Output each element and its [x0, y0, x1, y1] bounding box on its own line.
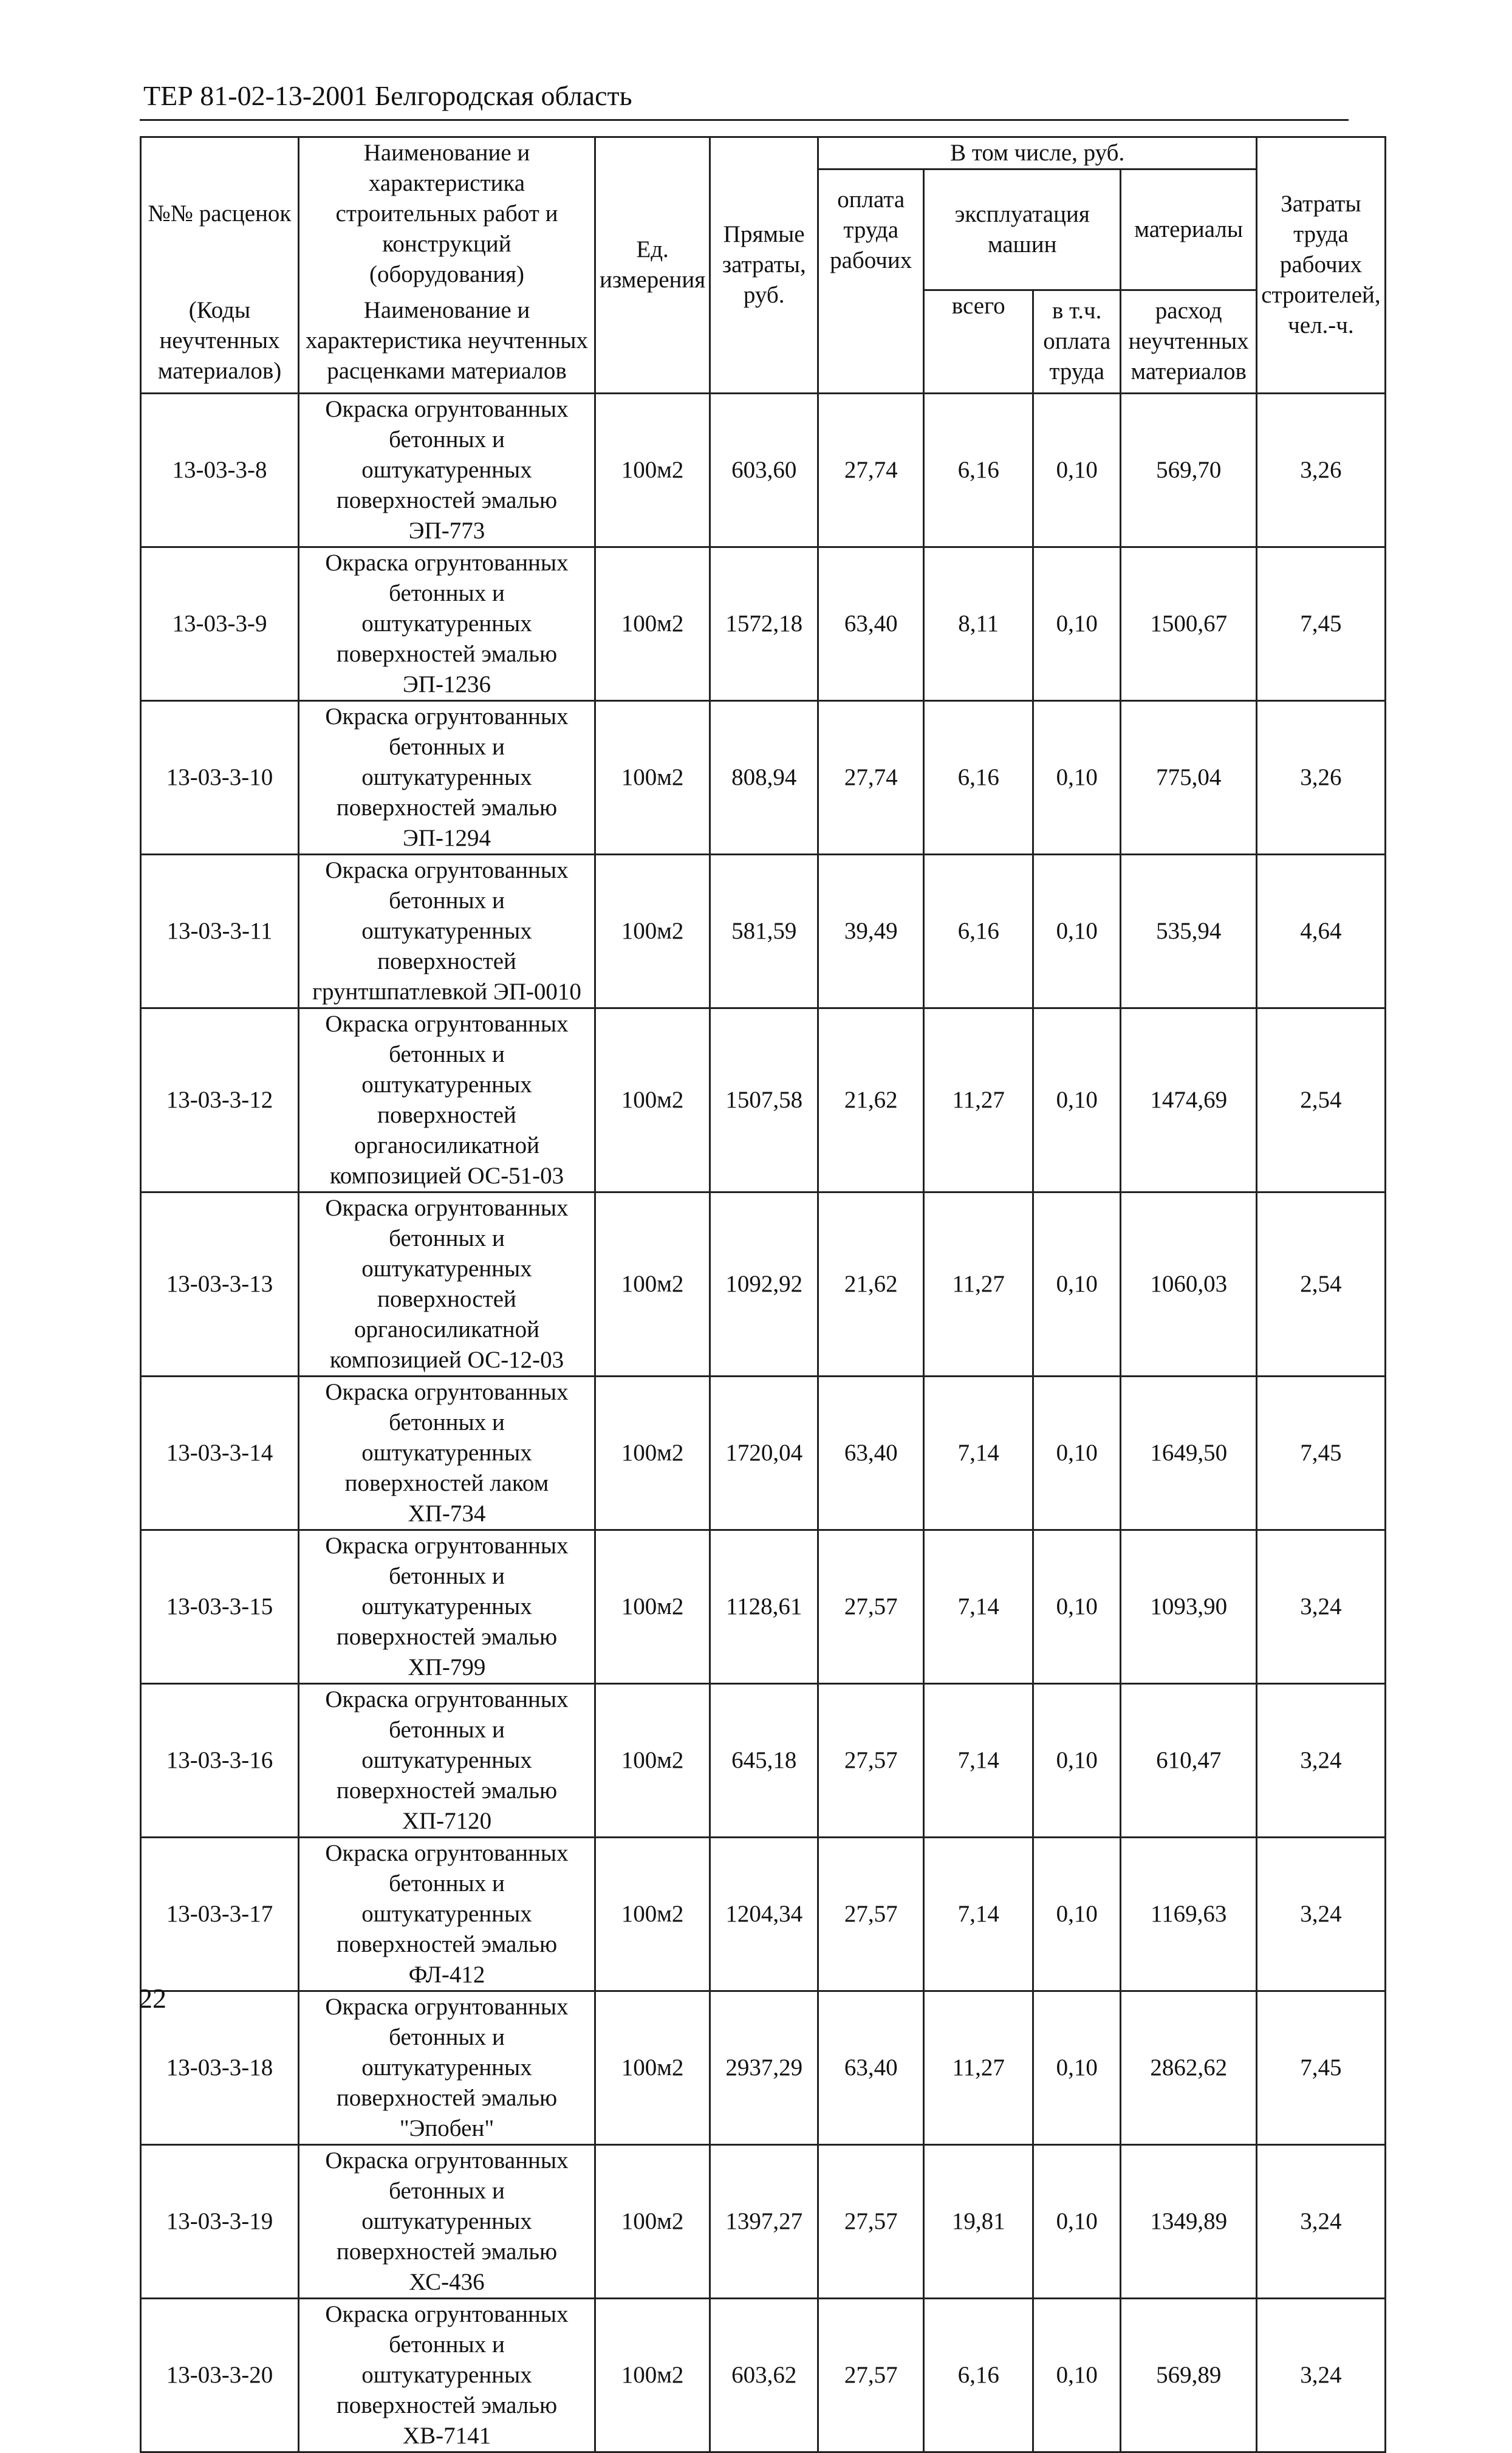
table-row [141, 547, 1386, 700]
work-name: Окраска огрунтованных бетонных и оштукатуренных поверхностей эмалью ЭП-773 [299, 393, 595, 547]
table-row [141, 2298, 1386, 2452]
materials: 535,94 [1121, 854, 1257, 1008]
machines-labor: 0,10 [1033, 2298, 1121, 2452]
labor-hours: 3,26 [1257, 393, 1385, 547]
machines-total: 6,16 [924, 2298, 1033, 2452]
table-row [141, 1530, 1386, 1683]
rate-code: 13-03-3-12 [141, 1008, 299, 1192]
unit: 100м2 [595, 854, 710, 1008]
machines-labor: 0,10 [1033, 1991, 1121, 2144]
labor-pay: 63,40 [818, 547, 924, 700]
rate-code: 13-03-3-16 [141, 1683, 299, 1837]
unit: 100м2 [595, 2298, 710, 2452]
materials: 2862,62 [1121, 1991, 1257, 2144]
labor-hours: 3,24 [1257, 1683, 1385, 1837]
materials: 1349,89 [1121, 2144, 1257, 2298]
work-name: Окраска огрунтованных бетонных и оштукатуренных поверхностей грунтшпатлевкой ЭП-0010 [299, 854, 595, 1008]
labor-pay: 27,57 [818, 2144, 924, 2298]
machines-labor: 0,10 [1033, 1683, 1121, 1837]
machines-labor: 0,10 [1033, 1837, 1121, 1991]
rate-code: 13-03-3-9 [141, 547, 299, 700]
table-row [141, 1376, 1386, 1530]
machines-total: 6,16 [924, 393, 1033, 547]
work-name: Окраска огрунтованных бетонных и оштукатуренных поверхностей эмалью ЭП-1236 [299, 547, 595, 700]
header-unit: Ед. измерения [595, 137, 710, 394]
rate-code: 13-03-3-20 [141, 2298, 299, 2452]
work-name: Окраска огрунтованных бетонных и оштукатуренных поверхностей лаком ХП-734 [299, 1376, 595, 1530]
direct-costs: 1720,04 [710, 1376, 818, 1530]
header-machines-total: всего [924, 290, 1033, 393]
unit: 100м2 [595, 2144, 710, 2298]
materials: 569,89 [1121, 2298, 1257, 2452]
machines-labor: 0,10 [1033, 1008, 1121, 1192]
table-row [141, 1008, 1386, 1192]
unit: 100м2 [595, 393, 710, 547]
rates-table [140, 136, 1386, 2453]
materials: 1169,63 [1121, 1837, 1257, 1991]
machines-labor: 0,10 [1033, 700, 1121, 854]
labor-pay: 27,57 [818, 1530, 924, 1683]
labor-pay: 63,40 [818, 1376, 924, 1530]
table-row [141, 1991, 1386, 2144]
unit: 100м2 [595, 1683, 710, 1837]
machines-total: 7,14 [924, 1683, 1033, 1837]
machines-labor: 0,10 [1033, 854, 1121, 1008]
table-row [141, 1683, 1386, 1837]
labor-pay: 27,57 [818, 1837, 924, 1991]
materials: 1060,03 [1121, 1192, 1257, 1376]
header-labor-pay-cont [818, 290, 924, 393]
labor-hours: 7,45 [1257, 1991, 1385, 2144]
unit: 100м2 [595, 1376, 710, 1530]
materials: 1093,90 [1121, 1530, 1257, 1683]
rate-code: 13-03-3-14 [141, 1376, 299, 1530]
work-name: Окраска огрунтованных бетонных и оштукатуренных поверхностей эмалью ФЛ-412 [299, 1837, 595, 1991]
header-machines-labor: в т.ч. оплата труда [1033, 290, 1121, 393]
labor-hours: 3,24 [1257, 2298, 1385, 2452]
header-direct: Прямые затраты, руб. [710, 137, 818, 394]
unit: 100м2 [595, 1008, 710, 1192]
direct-costs: 603,60 [710, 393, 818, 547]
rate-code: 13-03-3-11 [141, 854, 299, 1008]
direct-costs: 1204,34 [710, 1837, 818, 1991]
labor-hours: 4,64 [1257, 854, 1385, 1008]
materials: 569,70 [1121, 393, 1257, 547]
direct-costs: 581,59 [710, 854, 818, 1008]
labor-hours: 3,24 [1257, 1530, 1385, 1683]
labor-hours: 2,54 [1257, 1008, 1385, 1192]
table-row [141, 700, 1386, 854]
labor-pay: 27,57 [818, 1683, 924, 1837]
labor-hours: 3,24 [1257, 2144, 1385, 2298]
labor-pay: 27,74 [818, 393, 924, 547]
labor-pay: 27,74 [818, 700, 924, 854]
unit: 100м2 [595, 700, 710, 854]
labor-hours: 2,54 [1257, 1192, 1385, 1376]
work-name: Окраска огрунтованных бетонных и оштукатуренных поверхностей эмалью ХП-799 [299, 1530, 595, 1683]
header-materials-alt: расход неучтенных материалов [1121, 290, 1257, 393]
machines-labor: 0,10 [1033, 547, 1121, 700]
machines-total: 8,11 [924, 547, 1033, 700]
direct-costs: 645,18 [710, 1683, 818, 1837]
labor-pay: 21,62 [818, 1008, 924, 1192]
direct-costs: 1397,27 [710, 2144, 818, 2298]
machines-total: 11,27 [924, 1991, 1033, 2144]
machines-labor: 0,10 [1033, 393, 1121, 547]
materials: 610,47 [1121, 1683, 1257, 1837]
header-machines: эксплуатация машин [924, 169, 1121, 290]
direct-costs: 1507,58 [710, 1008, 818, 1192]
machines-total: 7,14 [924, 1376, 1033, 1530]
header-labor-hours: Затраты труда рабочих строителей, чел.-ч. [1257, 137, 1385, 394]
work-name: Окраска огрунтованных бетонных и оштукатуренных поверхностей эмалью ХВ-7141 [299, 2298, 595, 2452]
machines-total: 6,16 [924, 854, 1033, 1008]
rate-code: 13-03-3-10 [141, 700, 299, 854]
machines-labor: 0,10 [1033, 1376, 1121, 1530]
labor-hours: 7,45 [1257, 547, 1385, 700]
labor-pay: 63,40 [818, 1991, 924, 2144]
machines-total: 19,81 [924, 2144, 1033, 2298]
direct-costs: 808,94 [710, 700, 818, 854]
header-rule [140, 119, 1349, 121]
direct-costs: 2937,29 [710, 1991, 818, 2144]
labor-pay: 21,62 [818, 1192, 924, 1376]
table-row [141, 393, 1386, 547]
materials: 1474,69 [1121, 1008, 1257, 1192]
machines-total: 6,16 [924, 700, 1033, 854]
table-row [141, 1837, 1386, 1991]
table-body [141, 393, 1386, 2452]
table-row [141, 1192, 1386, 1376]
machines-labor: 0,10 [1033, 1192, 1121, 1376]
page-number: 22 [139, 1983, 166, 2014]
header-labor-pay: оплата труда рабочих [818, 169, 924, 290]
unit: 100м2 [595, 1530, 710, 1683]
labor-pay: 39,49 [818, 854, 924, 1008]
rate-code: 13-03-3-17 [141, 1837, 299, 1991]
header-materials: материалы [1121, 169, 1257, 290]
header-code: №№ расценок [141, 137, 299, 290]
header-name-alt: Наименование и характеристика неучтенных расценками материалов [299, 290, 595, 393]
labor-hours: 3,26 [1257, 700, 1385, 854]
machines-labor: 0,10 [1033, 1530, 1121, 1683]
direct-costs: 603,62 [710, 2298, 818, 2452]
direct-costs: 1572,18 [710, 547, 818, 700]
materials: 1649,50 [1121, 1376, 1257, 1530]
machines-total: 11,27 [924, 1192, 1033, 1376]
header-code-alt: (Коды неучтенных материалов) [141, 290, 299, 393]
direct-costs: 1128,61 [710, 1530, 818, 1683]
table-row [141, 2144, 1386, 2298]
labor-hours: 3,24 [1257, 1837, 1385, 1991]
labor-hours: 7,45 [1257, 1376, 1385, 1530]
unit: 100м2 [595, 1192, 710, 1376]
header-name: Наименование и характеристика строительных работ и конструкций (оборудования) [299, 137, 595, 290]
rate-code: 13-03-3-19 [141, 2144, 299, 2298]
page-title: ТЕР 81-02-13-2001 Белгородская область [143, 80, 632, 111]
header-including: В том числе, руб. [818, 137, 1257, 169]
table-row [141, 854, 1386, 1008]
machines-total: 7,14 [924, 1837, 1033, 1991]
unit: 100м2 [595, 1837, 710, 1991]
rate-code: 13-03-3-13 [141, 1192, 299, 1376]
table-header [141, 137, 1386, 394]
machines-labor: 0,10 [1033, 2144, 1121, 2298]
work-name: Окраска огрунтованных бетонных и оштукатуренных поверхностей эмалью ХП-7120 [299, 1683, 595, 1837]
work-name: Окраска огрунтованных бетонных и оштукатуренных поверхностей эмалью "Эпобен" [299, 1991, 595, 2144]
rate-code: 13-03-3-8 [141, 393, 299, 547]
work-name: Окраска огрунтованных бетонных и оштукатуренных поверхностей органосиликатной композицией ОС-12-03 [299, 1192, 595, 1376]
unit: 100м2 [595, 1991, 710, 2144]
rate-code: 13-03-3-15 [141, 1530, 299, 1683]
machines-total: 11,27 [924, 1008, 1033, 1192]
work-name: Окраска огрунтованных бетонных и оштукатуренных поверхностей эмалью ХС-436 [299, 2144, 595, 2298]
rate-code: 13-03-3-18 [141, 1991, 299, 2144]
work-name: Окраска огрунтованных бетонных и оштукатуренных поверхностей эмалью ЭП-1294 [299, 700, 595, 854]
work-name: Окраска огрунтованных бетонных и оштукатуренных поверхностей органосиликатной композицией ОС-51-03 [299, 1008, 595, 1192]
labor-pay: 27,57 [818, 2298, 924, 2452]
direct-costs: 1092,92 [710, 1192, 818, 1376]
machines-total: 7,14 [924, 1530, 1033, 1683]
materials: 775,04 [1121, 700, 1257, 854]
unit: 100м2 [595, 547, 710, 700]
materials: 1500,67 [1121, 547, 1257, 700]
